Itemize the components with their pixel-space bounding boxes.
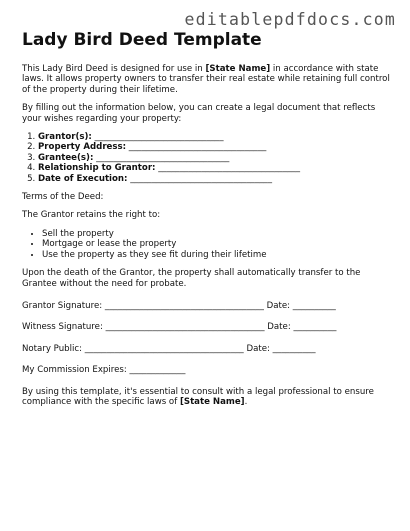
date-blank[interactable]: __________ [272, 343, 316, 354]
commission-expires-line [22, 365, 392, 375]
field-label: Grantor(s): [38, 132, 92, 143]
fill-in-blank[interactable]: _______________________________ [96, 152, 230, 163]
fill-in-blank[interactable]: _________________________________ [130, 173, 272, 184]
rights-list [22, 229, 392, 260]
fill-in-blank[interactable]: _________________________________ [158, 163, 301, 174]
closing-text-start: By using this template, it's essential to consult with a legal professional to ensure compliance with the specific laws of [22, 386, 374, 407]
watermark-logo: editablepdfdocs.com [184, 10, 396, 29]
fill-in-blank[interactable]: ______________________________ [94, 132, 224, 143]
instructions-paragraph: By filling out the information below, you can create a legal document that reflects your wishes regarding your property: [22, 103, 376, 124]
list-item: • Use the property as they see fit during their lifetime [42, 250, 392, 260]
intro-text-end: in accordance with state laws. It allows property owners to transfer their real estate while retaining full control of the property during their lifetime. [22, 64, 390, 95]
field-property-address [38, 142, 392, 152]
field-label: Grantee(s): [38, 152, 94, 163]
closing-paragraph [22, 387, 392, 408]
intro-text-start: This Lady Bird Deed is designed for use in [22, 64, 206, 74]
date-blank[interactable]: __________ [292, 300, 336, 311]
signature-label: My Commission Expires: [22, 365, 130, 376]
field-relationship [38, 163, 392, 173]
signature-label: Notary Public: [22, 343, 85, 354]
witness-signature-line [22, 322, 392, 332]
date-label: Date: [264, 322, 294, 333]
rights-intro: The Grantor retains the right to: [22, 210, 161, 221]
signature-blank[interactable]: _____________________________________ [104, 300, 264, 311]
field-label: Relationship to Grantor: [38, 163, 156, 174]
state-name-placeholder: [State Name] [179, 396, 245, 407]
date-blank[interactable]: __________ [293, 322, 337, 333]
signature-blank[interactable]: _____________________________________ [84, 343, 244, 354]
terms-heading: Terms of the Deed: [22, 192, 104, 203]
signature-label: Grantor Signature: [22, 300, 105, 311]
closing-text-end: . [244, 396, 248, 407]
field-date-of-execution [38, 174, 392, 184]
date-label: Date: [243, 343, 273, 354]
list-item: • Mortgage or lease the property [42, 239, 392, 249]
signature-label: Witness Signature: [22, 322, 106, 333]
list-item: • Sell the property [42, 229, 392, 239]
commission-blank[interactable]: _____________ [129, 365, 186, 376]
death-clause: Upon the death of the Grantor, the property shall automatically transfer to the Grantee without the need for probate. [22, 268, 361, 289]
field-label: Date of Execution: [38, 173, 128, 184]
state-name-placeholder: [State Name] [205, 64, 271, 74]
document-title: Lady Bird Deed Template [22, 30, 262, 50]
field-grantor [38, 132, 392, 142]
signature-blank[interactable]: _____________________________________ [105, 322, 265, 333]
date-label: Date: [263, 300, 293, 311]
intro-paragraph [22, 64, 392, 95]
grantor-signature-line [22, 301, 392, 311]
field-label: Property Address: [38, 142, 127, 153]
fill-in-blank[interactable]: ________________________________ [128, 142, 267, 153]
document-page [22, 30, 392, 415]
notary-public-line [22, 344, 392, 354]
field-grantee [38, 153, 392, 163]
fields-list [22, 132, 392, 184]
